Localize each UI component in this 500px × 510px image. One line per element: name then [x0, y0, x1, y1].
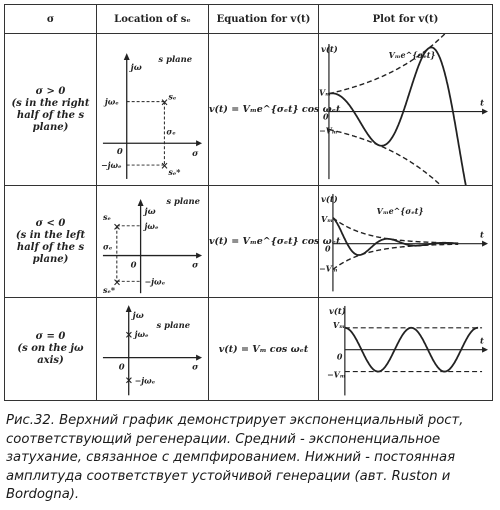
equation-cell: v(t) = Vₘe^{σₑt} cos ωₑt: [209, 186, 319, 298]
upper-envelope: [329, 34, 478, 94]
v-axis-label: v(t): [328, 306, 346, 317]
vm-label: Vₘ: [319, 88, 331, 98]
neg-jwe-label: −jωₑ: [134, 376, 156, 386]
pole-marker: ×: [112, 221, 122, 233]
condition-note: (s in the left half of the s plane): [15, 229, 86, 265]
origin-label: 0: [130, 259, 137, 270]
pole-marker: ×: [124, 330, 134, 342]
origin-label: 0: [336, 353, 343, 363]
neg-vm-label: −Vₘ: [326, 371, 346, 381]
table-header-row: [5, 5, 493, 34]
envelope-label: Vₘe^{σₑt}: [376, 206, 424, 216]
sigma-e-label: σₑ: [102, 242, 113, 252]
growing-oscillation: [329, 47, 478, 185]
t-axis-label: t: [480, 336, 484, 347]
splane-cell: [97, 186, 209, 298]
neg-vm-label: −Vₘ: [319, 264, 338, 274]
header-plot: Plot for v(t): [319, 5, 493, 34]
condition-note: (s on the jω axis): [17, 343, 84, 367]
pole-top-label: sₑ: [168, 92, 177, 102]
pole-marker: ×: [160, 97, 169, 109]
condition-label: σ < 0: [35, 217, 66, 229]
neg-vm-label: −Vₘ: [319, 126, 338, 136]
origin-label: 0: [118, 361, 125, 372]
origin-label: 0: [116, 146, 123, 157]
jwe-label: jωₑ: [104, 97, 119, 107]
jwe-label: jωₑ: [134, 330, 149, 340]
equation-cell: v(t) = Vₘ cos ωₑt: [209, 298, 319, 400]
table-row-decay: [5, 186, 493, 298]
condition-cell: [5, 34, 97, 186]
condition-cell: [5, 186, 97, 298]
v-axis-label: v(t): [320, 194, 338, 205]
steady-plot: [319, 298, 492, 399]
decay-plot: [319, 186, 492, 297]
s-plane-title: s plane: [156, 320, 191, 331]
sigma-e-label: σₑ: [166, 127, 176, 137]
s-plane-title: s plane: [158, 53, 193, 64]
lower-envelope: [329, 129, 478, 185]
table-row-steady: [5, 298, 493, 400]
splane-cell: [97, 298, 209, 400]
decaying-oscillation: [333, 218, 458, 255]
jw-axis-label: jω: [130, 61, 142, 72]
neg-jwe-label: −jωₑ: [100, 161, 122, 171]
condition-label: σ = 0: [35, 331, 66, 343]
s-plane-diagram: [97, 186, 208, 297]
splane-cell: [97, 34, 209, 186]
condition-cell: [5, 298, 97, 400]
jw-axis-label: jω: [132, 310, 144, 321]
condition-label: σ > 0: [35, 85, 66, 97]
vm-label: Vₘ: [320, 214, 333, 224]
condition-note: (s in the right half of the s plane): [11, 97, 90, 133]
t-axis-label: t: [480, 229, 484, 240]
figure-table-container: [4, 4, 492, 399]
sigma-axis-label: σ: [192, 361, 199, 372]
jwe-label: jωₑ: [144, 221, 159, 231]
figure-caption: Рис.32. Верхний график демонстрирует экспоненциальный рост, соответствующий регенерации. Средний - экспоненциальное затухание, связанное с демпфированием. Нижний - постоянная амплитуда соответствует устойчивой генерации (авт. Ruston и Bordogna).: [6, 413, 464, 503]
upper-envelope: [333, 218, 458, 243]
pole-marker: ×: [160, 161, 169, 173]
t-axis-label: t: [480, 97, 484, 108]
v-axis-label: v(t): [320, 43, 338, 54]
header-location: Location of sₑ: [97, 5, 209, 34]
envelope-label: Vₘe^{σₑt}: [388, 50, 436, 60]
vm-label: Vₘ: [332, 321, 345, 331]
growth-plot: [319, 34, 492, 185]
table-row-growth: [5, 34, 493, 186]
plot-cell: [319, 34, 493, 186]
sigma-axis-label: σ: [192, 148, 199, 159]
pole-bottom-label: sₑ*: [102, 286, 116, 296]
pole-marker: ×: [112, 277, 122, 289]
pole-bottom-label: sₑ*: [168, 167, 181, 177]
equation-cell: v(t) = Vₘe^{σₑt} cos ωₑt: [209, 34, 319, 186]
pole-location-table: [4, 4, 493, 401]
neg-jwe-label: −jωₑ: [144, 277, 166, 287]
plot-cell: [319, 186, 493, 298]
s-plane-title: s plane: [166, 196, 201, 207]
pole-marker: ×: [124, 375, 134, 387]
jw-axis-label: jω: [144, 206, 156, 217]
lower-envelope: [333, 244, 458, 269]
plot-cell: [319, 298, 493, 400]
pole-top-label: sₑ: [102, 212, 111, 222]
header-sigma: σ: [5, 5, 97, 34]
sigma-axis-label: σ: [192, 259, 199, 270]
s-plane-diagram: [97, 298, 208, 399]
header-equation: Equation for v(t): [209, 5, 319, 34]
origin-label: 0: [324, 244, 331, 254]
s-plane-diagram: [97, 34, 208, 185]
origin-label: 0: [322, 112, 329, 122]
